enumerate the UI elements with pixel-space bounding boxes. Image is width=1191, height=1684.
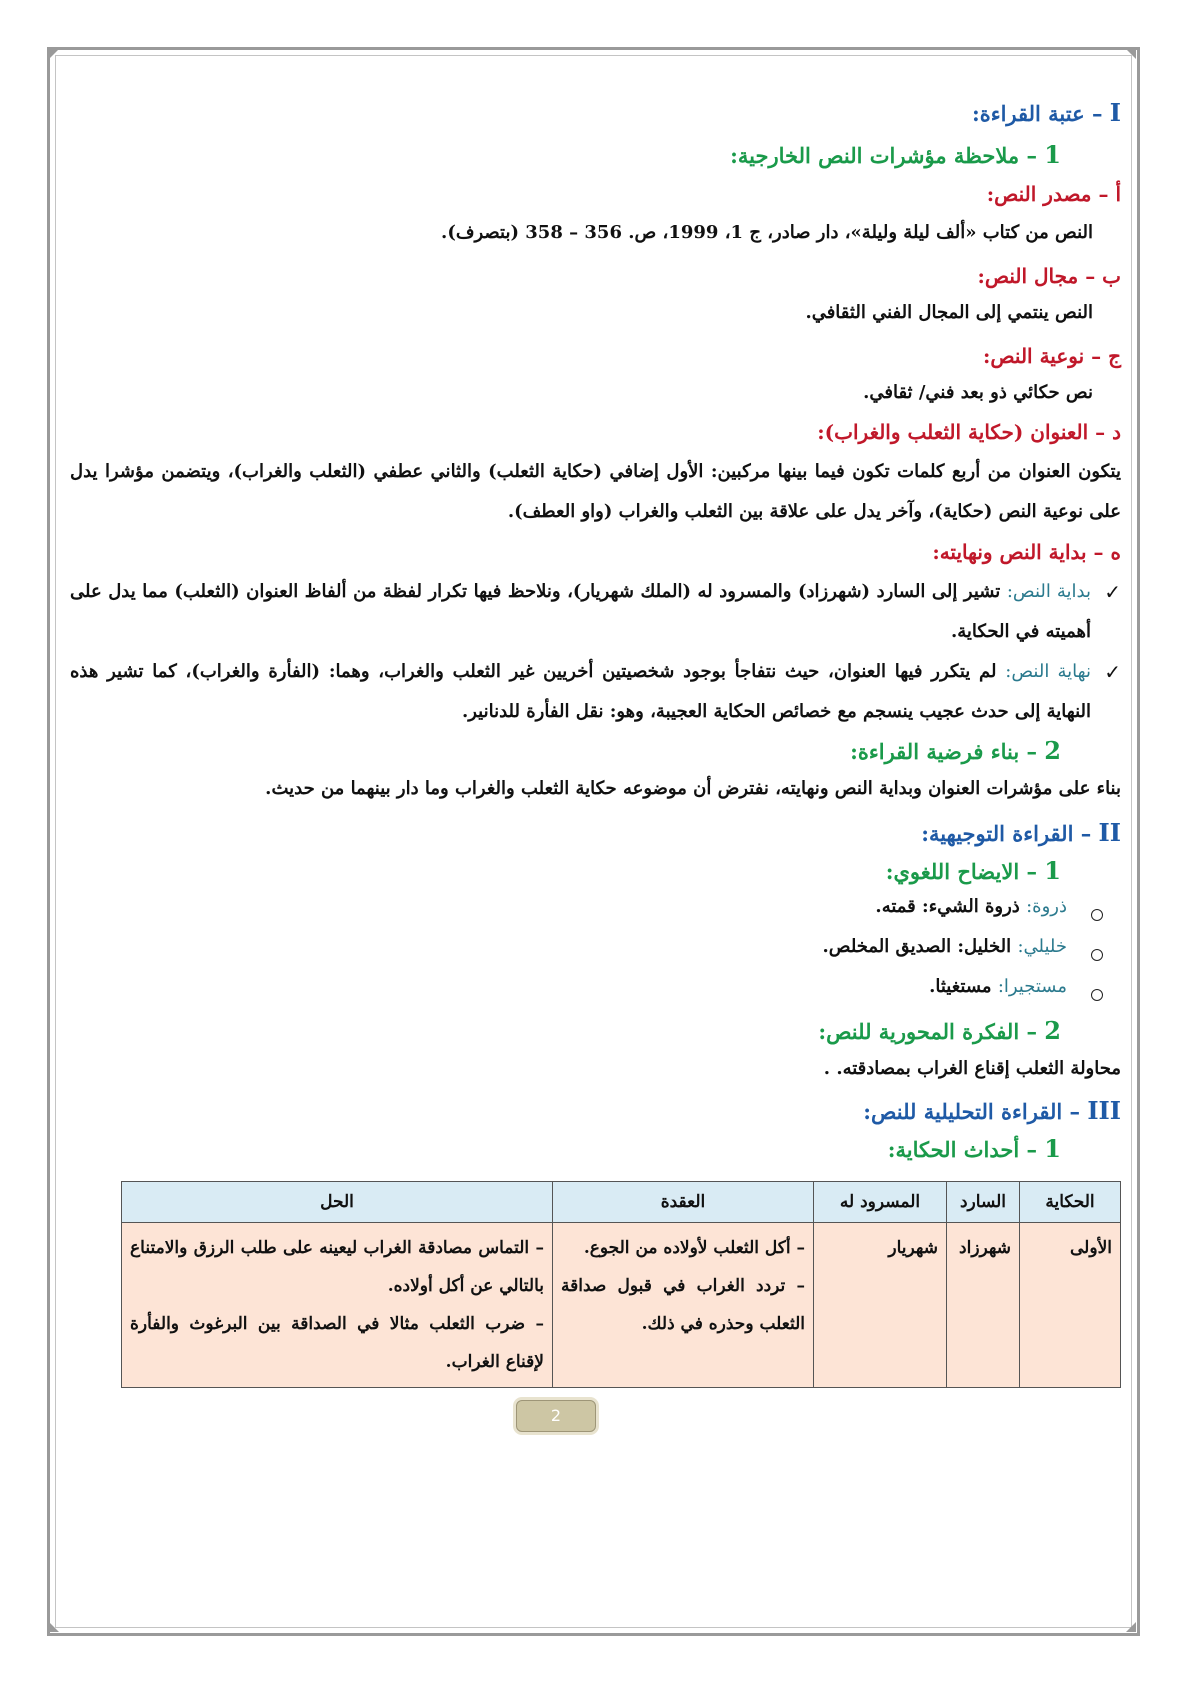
table-header: السارد — [947, 1182, 1020, 1223]
type-heading: ج – نوعية النص: — [983, 344, 1121, 368]
vocab-meaning: ذروة الشيء: قمته. — [875, 896, 1020, 917]
vocab-word: مستجيرا: — [997, 976, 1067, 997]
story-events-table — [121, 1181, 1121, 1388]
subsection-2-2-heading — [818, 1016, 1061, 1045]
section-2-heading — [921, 818, 1121, 847]
title-analysis-text: يتكون العنوان من أربع كلمات تكون فيما بينها مركبين: الأول إضافي (حكاية الثعلب) والثاني عطفي (الثعلب والغراب)، ويتضمن مؤشرا يدل على نوعية النص (حكاية)، وآخر يدل على علاقة بين الثعلب والغراب (واو العطف). — [70, 461, 1122, 522]
section-3-heading — [863, 1096, 1121, 1125]
subsection-1-1-heading — [730, 140, 1061, 169]
item-text: تشير إلى السارد (شهرزاد) والمسرود له (الملك شهريار)، ونلاحظ فيها تكرار لفظة من ألفاظ العنوان (الثعلب) مما يدل على أهميته في الحكاية. — [70, 581, 1091, 642]
vocab-word: ذروة: — [1026, 896, 1067, 917]
cell-narratee: شهريار — [814, 1223, 947, 1388]
subsection-2-1-heading — [886, 856, 1061, 885]
table-header: العقدة — [553, 1182, 814, 1223]
section-title: – القراءة التحليلية للنص: — [863, 1099, 1080, 1124]
solution-point: – ضرب الثعلب مثالا في الصداقة بين البرغوث والفأرة لإقناع الغراب. — [130, 1314, 544, 1372]
section-number: II — [1098, 818, 1121, 847]
cell-solution — [122, 1223, 553, 1388]
title-heading: د – العنوان (حكاية الثعلب والغراب): — [817, 420, 1121, 444]
corner-ornament — [1126, 1622, 1136, 1632]
cell-narrator: شهرزاد — [947, 1223, 1020, 1388]
item-label: نهاية النص: — [1005, 661, 1091, 682]
page-number: 2 — [516, 1400, 596, 1432]
vocab-item — [875, 896, 1067, 917]
subsection-title: – بناء فرضية القراءة: — [850, 739, 1037, 764]
cell-knot — [553, 1223, 814, 1388]
table-header: الحكاية — [1020, 1182, 1121, 1223]
corner-ornament — [49, 1622, 59, 1632]
circle-bullet-icon — [1083, 946, 1103, 965]
vocab-meaning: الخليل: الصديق المخلص. — [822, 936, 1012, 957]
section-title: – القراءة التوجيهية: — [921, 821, 1092, 846]
vocab-meaning: مستغيثا. — [929, 976, 992, 997]
section-title: – عتبة القراءة: — [971, 101, 1103, 126]
text-end-item — [70, 652, 1091, 732]
cell-story: الأولى — [1020, 1223, 1121, 1388]
subsection-number: 2 — [1044, 736, 1061, 765]
start-end-heading: ه – بداية النص ونهايته: — [932, 540, 1121, 564]
section-number: I — [1109, 98, 1121, 127]
vocab-item — [929, 976, 1067, 997]
solution-point: – التماس مصادقة الغراب ليعينه على طلب الرزق والامتناع بالتالي عن أكل أولاده. — [130, 1238, 544, 1296]
field-heading: ب – مجال النص: — [977, 264, 1121, 288]
subsection-title: – ملاحظة مؤشرات النص الخارجية: — [730, 143, 1037, 168]
vocab-item — [823, 936, 1068, 957]
table-row — [122, 1223, 1121, 1388]
item-label: بداية النص: — [1006, 581, 1091, 602]
knot-point: – أكل الثعلب لأولاده من الجوع. — [583, 1238, 805, 1258]
text-start-item — [70, 572, 1091, 652]
circle-bullet-icon — [1083, 906, 1103, 925]
table-header: الحل — [122, 1182, 553, 1223]
table-header-row — [122, 1182, 1121, 1223]
subsection-number: 1 — [1044, 856, 1061, 885]
table-header: المسرود له — [814, 1182, 947, 1223]
checkmark-icon: ✓ — [1104, 660, 1121, 684]
subsection-number: 1 — [1044, 140, 1061, 169]
subsection-number: 1 — [1044, 1134, 1061, 1163]
knot-point: – تردد الغراب في قبول صداقة الثعلب وحذره في ذلك. — [561, 1276, 805, 1334]
subsection-title: – أحداث الحكاية: — [887, 1137, 1037, 1162]
source-text: النص من كتاب «ألف ليلة وليلة»، دار صادر، ج 1، 1999، ص. 356 – 358 (بتصرف). — [441, 222, 1093, 243]
section-number: III — [1087, 1096, 1121, 1125]
subsection-number: 2 — [1044, 1016, 1061, 1045]
field-text: النص ينتمي إلى المجال الفني الثقافي. — [805, 302, 1093, 323]
vocab-word: خليلي: — [1017, 936, 1067, 957]
subsection-title: – الفكرة المحورية للنص: — [818, 1019, 1037, 1044]
corner-ornament — [1126, 49, 1136, 59]
section-1-heading — [972, 98, 1121, 127]
hypothesis-text: بناء على مؤشرات العنوان وبداية النص ونهايته، نفترض أن موضوعه حكاية الثعلب والغراب وما دار بينهما من حديث. — [265, 778, 1121, 799]
item-text: لم يتكرر فيها العنوان، حيث نتفاجأ بوجود شخصيتين أخريين غير الثعلب والغراب، وهما: (الفأرة والغراب)، كما تشير هذه النهاية إلى حدث عجيب ينسجم مع خصائص الحكاية العجيبة، وهو: نقل الفأرة للدنانير. — [70, 661, 1091, 722]
type-text: نص حكائي ذو بعد فني/ ثقافي. — [863, 382, 1093, 403]
subsection-title: – الايضاح اللغوي: — [885, 859, 1037, 884]
corner-ornament — [49, 49, 59, 59]
subsection-3-1-heading — [888, 1134, 1061, 1163]
circle-bullet-icon — [1083, 986, 1103, 1005]
subsection-1-2-heading — [850, 736, 1061, 765]
main-idea-text: محاولة الثعلب إقناع الغراب بمصادقته. . — [823, 1058, 1121, 1079]
checkmark-icon: ✓ — [1104, 580, 1121, 604]
source-heading: أ – مصدر النص: — [986, 182, 1121, 206]
